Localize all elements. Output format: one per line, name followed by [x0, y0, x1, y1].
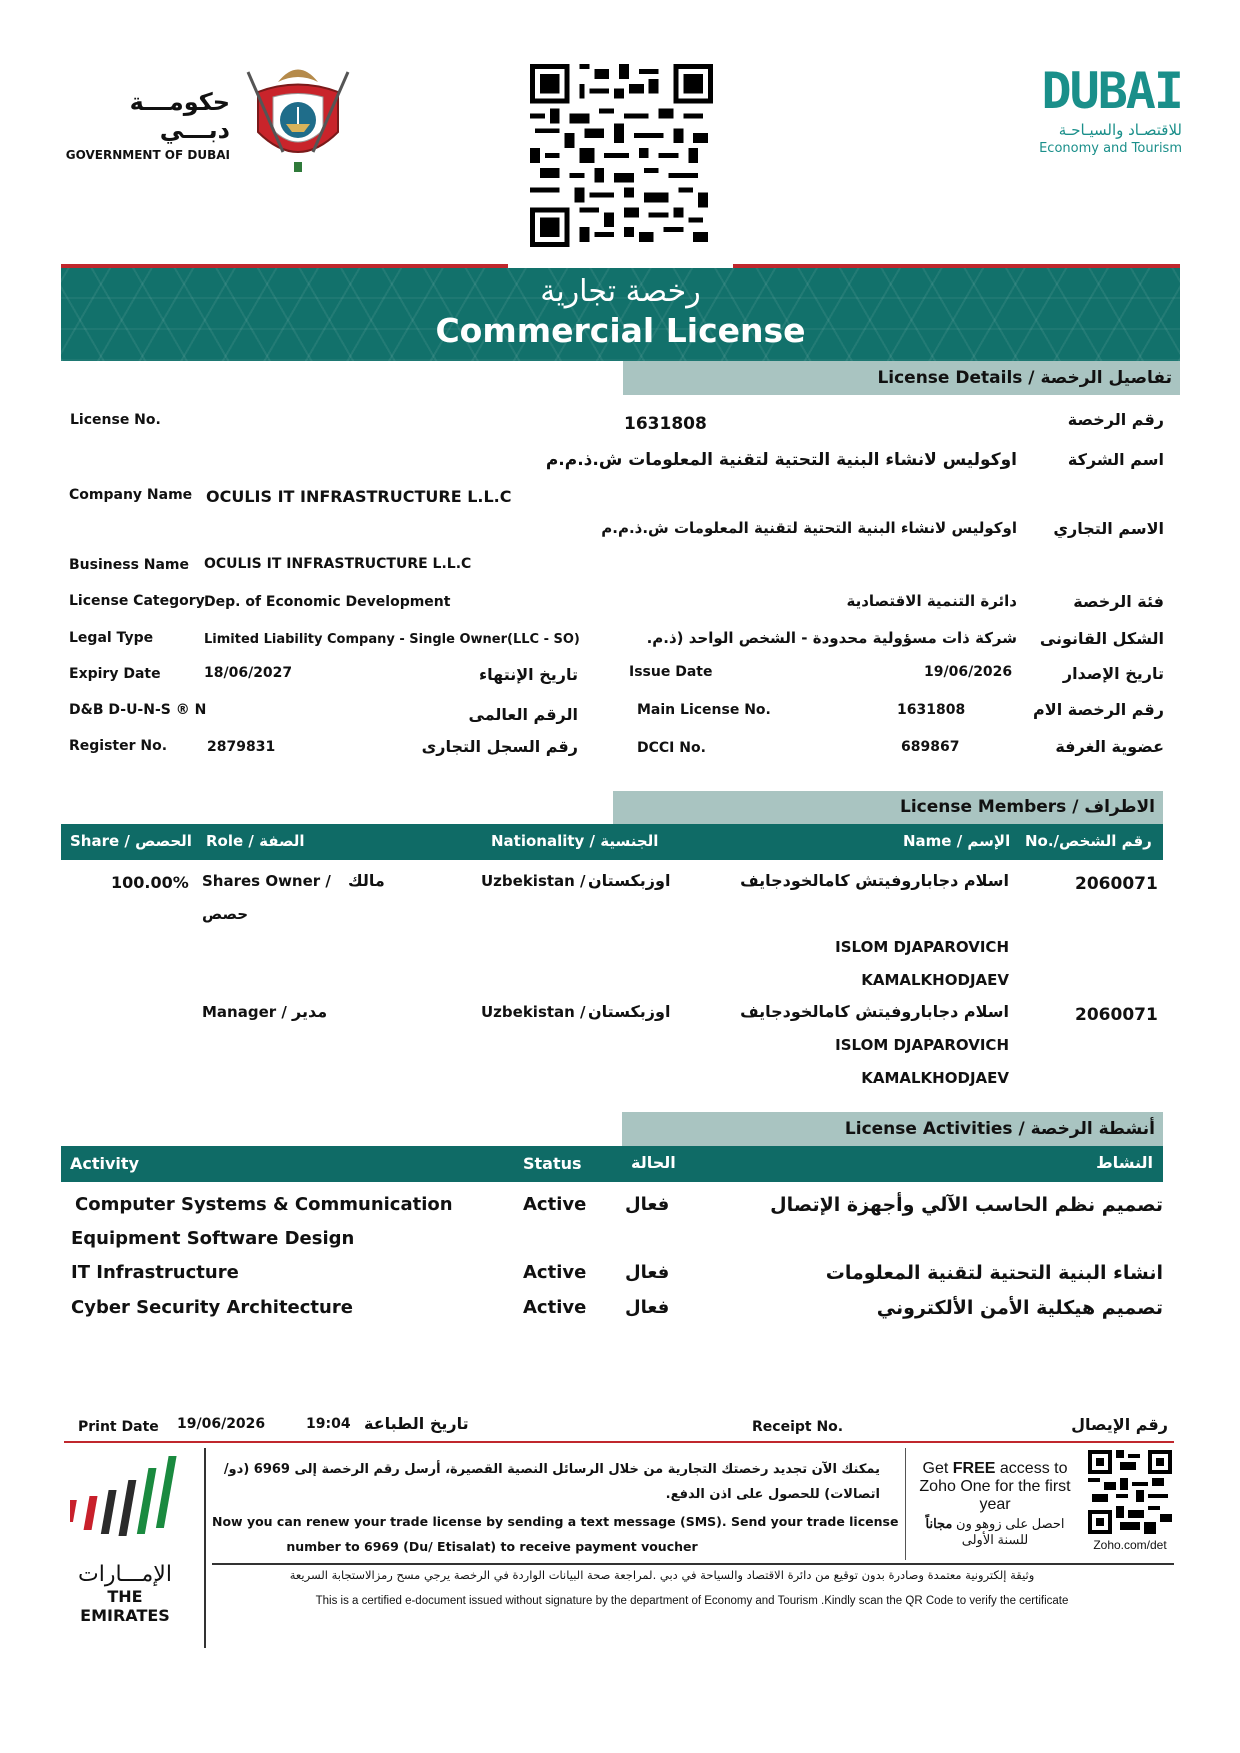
- print-time-value: 19:04: [306, 1416, 351, 1432]
- issue-date-value: 19/06/2026: [924, 664, 1013, 680]
- license-details-header: [623, 361, 1180, 395]
- sms-divider: [905, 1448, 906, 1560]
- license-activities-header: [622, 1112, 1163, 1146]
- activity-en-2: Equipment Software Design: [71, 1228, 355, 1249]
- det-name-en: Economy and Tourism: [1039, 141, 1182, 156]
- zoho-ar-2: للسنة الأولى: [961, 1532, 1029, 1547]
- zoho-offer-ar: [910, 1516, 1080, 1548]
- member-name-en-1: ISLOM DJAPAROVICH: [835, 1036, 1009, 1054]
- activity-status-ar: فعال: [625, 1297, 670, 1318]
- sms-ar-line-1: يمكنك الآن تجديد رخصتك التجارية من خلال الرسائل النصية القصيرة، أرسل رقم الرخصة إلى 6969 (دو/: [223, 1462, 880, 1477]
- activity-ar: تصميم نظم الحاسب الآلي وأجهزة الإتصال: [770, 1194, 1163, 1216]
- member-person-no: 2060071: [1075, 874, 1158, 894]
- member-nationality-ar: اوزبكستان: [588, 1002, 671, 1021]
- sms-en-line-1: Now you can renew your trade license by sending a text message (SMS). Send your trade license: [212, 1514, 899, 1529]
- dcci-no-label: DCCI No.: [637, 740, 706, 756]
- member-name-en-2: KAMALKHODJAEV: [861, 971, 1009, 989]
- print-date-value: 19/06/2026: [177, 1416, 266, 1432]
- title-banner: [61, 268, 1180, 361]
- sms-renewal-notice: [212, 1457, 902, 1560]
- license-category-value: Dep. of Economic Development: [204, 594, 451, 610]
- col-name: Name / الإسم: [903, 832, 1011, 850]
- zoho-qr-code[interactable]: [1088, 1450, 1176, 1556]
- member-role-en: Manager /: [202, 1003, 287, 1021]
- col-status-ar: الحالة: [631, 1153, 676, 1172]
- duns-label: D&B D-U-N-S ® N: [69, 702, 207, 718]
- member-person-no: 2060071: [1075, 1005, 1158, 1025]
- activity-status: Active: [523, 1297, 587, 1318]
- member-nationality-en: Uzbekistan /: [481, 1003, 586, 1021]
- activity-ar: تصميم هيكلية الأمن الألكتروني: [876, 1297, 1163, 1319]
- gov-name-ar: حكومـــة دبـــي: [129, 88, 230, 144]
- zoho-get: Get: [922, 1460, 949, 1477]
- certify-ar: وثيقة إلكترونية معتمدة وصادرة بدون توقيع من دائرة الاقتصاد والسياحة في دبي .لمراجعة صحة البيانات الواردة في الرخصة يرجي مسح رمزالاستجابة السريعة: [289, 1568, 1035, 1582]
- duns-ar-label: الرقم العالمى: [468, 705, 578, 724]
- col-activity-ar: النشاط: [1096, 1153, 1153, 1172]
- certify-divider: [212, 1563, 1174, 1565]
- title-ar: رخصة تجارية: [540, 274, 701, 309]
- business-name-ar-value: اوكوليس لانشاء البنية التحتية لتقنية المعلومات ش.ذ.م.م: [601, 519, 1017, 537]
- member-name-ar: اسلام دجاباروفيتش كامالخودجايف: [740, 871, 1009, 890]
- business-name-label: Business Name: [69, 557, 190, 573]
- legal-type-ar-value: شركة ذات مسؤولية محدودة - الشخص الواحد (ذ.م.: [646, 629, 1017, 647]
- license-members-header: [613, 791, 1163, 824]
- col-role: Role / الصفة: [206, 832, 305, 850]
- license-activities-title: License Activities / أنشطة الرخصة: [844, 1119, 1155, 1139]
- expiry-date-value: 18/06/2027: [204, 665, 293, 681]
- dubai-wordmark: DUBAI: [1041, 62, 1182, 120]
- title-en: Commercial License: [435, 311, 806, 350]
- zoho-offer-en: [910, 1460, 1080, 1514]
- activities-table-header: [61, 1146, 1163, 1182]
- member-role-ar2: حصص: [202, 905, 249, 923]
- gov-name-en: GOVERNMENT OF DUBAI: [65, 148, 230, 162]
- issue-date-ar-label: تاريخ الإصدار: [1062, 664, 1164, 683]
- activity-status-ar: فعال: [625, 1194, 670, 1215]
- register-no-value: 2879831: [207, 739, 276, 755]
- receipt-no-ar-label: رقم الإيصال: [1071, 1415, 1168, 1434]
- dcci-no-value: 689867: [901, 739, 960, 755]
- emirates-ar: الإمـــارات: [78, 1562, 172, 1587]
- license-no-ar-label: رقم الرخصة: [1067, 410, 1164, 429]
- qr-code-icon: [1088, 1450, 1172, 1534]
- register-no-ar-label: رقم السجل التجارى: [421, 737, 578, 756]
- col-activity: Activity: [70, 1154, 139, 1173]
- company-name-value: OCULIS IT INFRASTRUCTURE L.L.C: [206, 487, 512, 506]
- legal-type-value: Limited Liability Company - Single Owner(LLC - SO): [204, 632, 580, 647]
- col-share: Share / الحصص: [70, 832, 192, 850]
- legal-type-label: Legal Type: [69, 630, 154, 646]
- license-members-title: License Members / الاطراف: [900, 797, 1155, 817]
- footer-red-line: [64, 1441, 1174, 1443]
- main-license-value: 1631808: [897, 702, 966, 718]
- qr-code-icon: [530, 64, 713, 247]
- member-nationality-ar: اوزبكستان: [588, 871, 671, 890]
- legal-type-ar-label: الشكل القانونى: [1039, 629, 1164, 648]
- member-name-en-2: KAMALKHODJAEV: [861, 1069, 1009, 1087]
- government-of-dubai-logo: [60, 88, 230, 162]
- the-emirates-logo: [60, 1448, 200, 1628]
- activity-ar: انشاء البنية التحتية لتقنية المعلومات: [825, 1262, 1163, 1284]
- zoho-offer[interactable]: [910, 1460, 1080, 1560]
- issue-date-label: Issue Date: [629, 664, 713, 680]
- receipt-no-label: Receipt No.: [752, 1419, 844, 1435]
- activity-en-1: Computer Systems & Communication: [75, 1194, 453, 1215]
- print-date-ar-label: تاريخ الطباعة: [364, 1414, 469, 1433]
- zoho-free: FREE: [952, 1460, 996, 1477]
- company-name-ar-value: اوكوليس لانشاء البنية التحتية لتقنية المعلومات ش.ذ.م.م: [545, 450, 1017, 470]
- register-no-label: Register No.: [69, 738, 168, 754]
- zoho-access: access to Zoho One for the first year: [919, 1460, 1071, 1513]
- footer-vertical-divider: [204, 1448, 206, 1648]
- license-no-label: License No.: [70, 412, 161, 428]
- col-person-no: No./رقم الشخص: [1025, 832, 1152, 850]
- member-nationality-en: Uzbekistan /: [481, 872, 586, 890]
- business-name-ar-label: الاسم التجاري: [1053, 519, 1164, 538]
- license-details-title: License Details / تفاصيل الرخصة: [877, 368, 1172, 388]
- zoho-ar-free: مجاناً: [925, 1516, 953, 1531]
- print-date-label: Print Date: [78, 1419, 159, 1435]
- activity-status: Active: [523, 1262, 587, 1283]
- certify-en: This is a certified e-document issued without signature by the department of Economy and Tourism .Kindly scan the QR Code to verify the certificate: [315, 1595, 1069, 1607]
- expiry-date-label: Expiry Date: [69, 666, 161, 682]
- activity-status-ar: فعال: [625, 1262, 670, 1283]
- license-no-value: 1631808: [624, 414, 707, 434]
- member-name-ar: اسلام دجاباروفيتش كامالخودجايف: [740, 1002, 1009, 1021]
- dubai-emblem-icon: [238, 52, 358, 177]
- main-license-label: Main License No.: [637, 702, 771, 718]
- emirates-stripes-icon: [70, 1448, 190, 1558]
- member-role-ar: مالك: [348, 871, 385, 890]
- sms-en-line-2: number to 6969 (Du/ Etisalat) to receive payment voucher: [286, 1539, 698, 1554]
- header-qr-code[interactable]: [530, 64, 713, 247]
- member-role-en: Shares Owner /: [202, 872, 331, 890]
- activity-en-1: IT Infrastructure: [71, 1262, 239, 1283]
- company-name-label: Company Name: [69, 487, 193, 503]
- zoho-url[interactable]: Zoho.com/det: [1093, 1538, 1167, 1552]
- member-share: 100.00%: [111, 873, 189, 892]
- emirates-en: THE EMIRATES: [80, 1587, 170, 1625]
- company-name-ar-label: اسم الشركة: [1067, 450, 1164, 469]
- zoho-ar-1: احصل على زوهو ون: [956, 1516, 1065, 1531]
- member-role-ar: مدير: [292, 1002, 328, 1021]
- expiry-date-ar-label: تاريخ الإنتهاء: [478, 665, 578, 684]
- sms-ar-line-2: اتصالات) للحصول على اذن الدفع.: [665, 1487, 880, 1502]
- activity-status: Active: [523, 1194, 587, 1215]
- license-category-ar-value: دائرة التنمية الاقتصادية: [846, 592, 1017, 610]
- business-name-value: OCULIS IT INFRASTRUCTURE L.L.C: [204, 556, 472, 572]
- license-category-label: License Category: [69, 593, 205, 609]
- activity-en-1: Cyber Security Architecture: [71, 1297, 353, 1318]
- member-name-en-1: ISLOM DJAPAROVICH: [835, 938, 1009, 956]
- main-license-ar-label: رقم الرخصة الام: [1033, 700, 1164, 719]
- col-nationality: Nationality / الجنسية: [491, 832, 659, 850]
- license-category-ar-label: فئة الرخصة: [1073, 592, 1164, 611]
- det-name-ar: للاقتصـاد والسيـاحـة: [1058, 121, 1182, 139]
- col-status: Status: [523, 1154, 582, 1173]
- dubai-det-logo: [1030, 62, 1182, 162]
- dcci-no-ar-label: عضوية الغرفة: [1055, 737, 1164, 756]
- members-table-header: [61, 824, 1163, 860]
